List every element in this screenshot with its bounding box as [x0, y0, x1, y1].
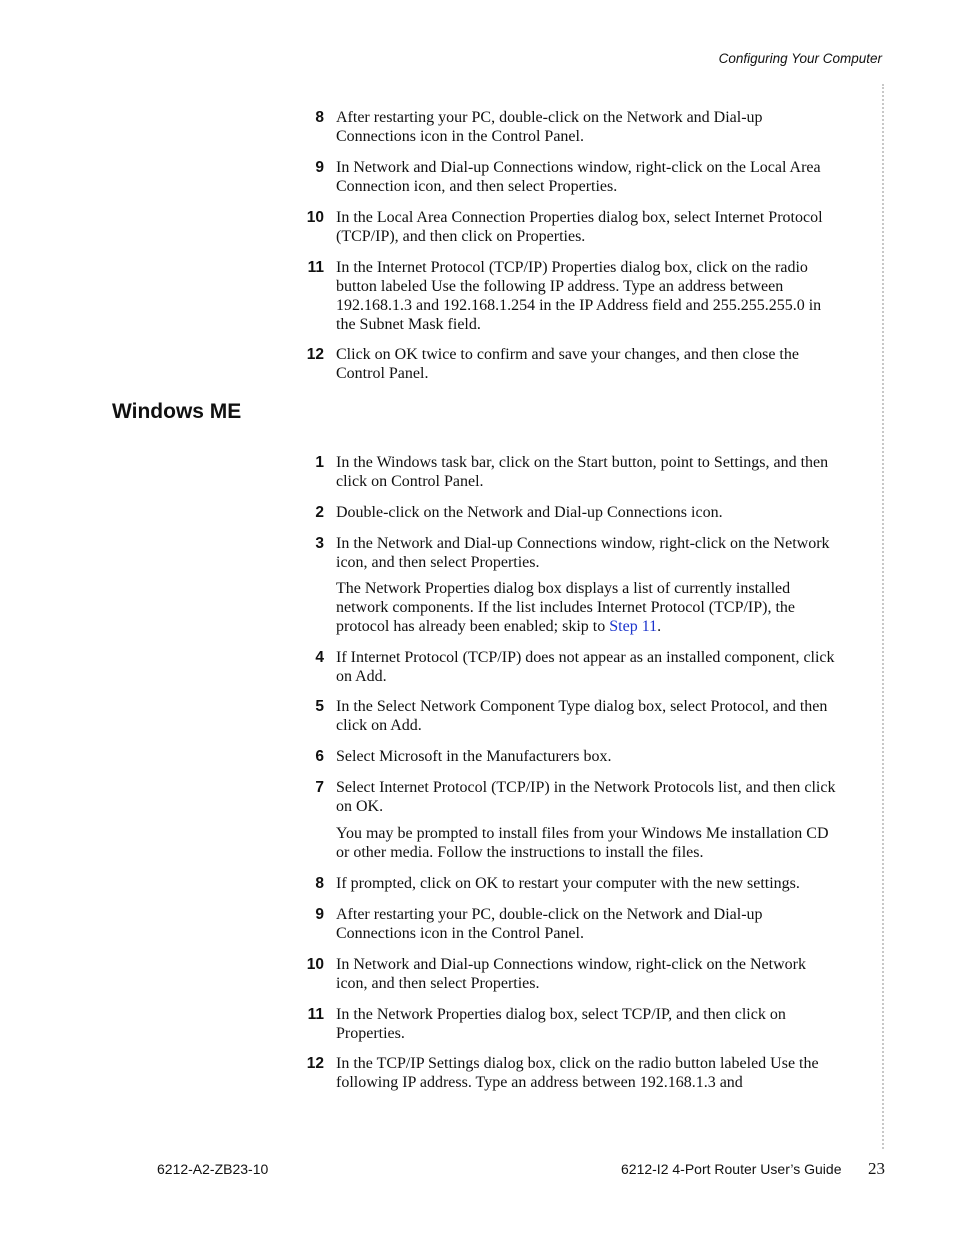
page-number: 23 — [868, 1159, 885, 1178]
running-header: Configuring Your Computer — [718, 51, 882, 66]
step-number: 12 — [306, 346, 324, 363]
step-number: 8 — [315, 109, 324, 126]
step-11-link[interactable]: Step 11 — [609, 618, 658, 635]
list-item — [300, 1054, 840, 1092]
step-number: 2 — [315, 504, 324, 521]
step-number: 12 — [306, 1055, 324, 1072]
list-item — [300, 905, 840, 943]
list-item — [300, 503, 840, 522]
step-number: 11 — [307, 1006, 324, 1023]
step-note: You may be prompted to install files from your Windows Me installation CD or other media. Follow the instructions to install the files. — [336, 825, 829, 861]
list-item — [300, 108, 840, 146]
step-text: In the Network and Dial-up Connections window, right-click on the Network icon, and then select Properties. — [336, 535, 830, 571]
step-number: 8 — [315, 875, 324, 892]
step-number: 6 — [315, 748, 324, 765]
step-text: In the Windows task bar, click on the Start button, point to Settings, and then click on Control Panel. — [336, 454, 829, 490]
step-number: 5 — [315, 698, 324, 715]
step-text: After restarting your PC, double-click on the Network and Dial-up Connections icon in the Control Panel. — [336, 109, 763, 145]
step-text: In the Internet Protocol (TCP/IP) Properties dialog box, click on the radio button labeled Use the following IP address. Type an address between 192.168.1.3 and 192.168.1.254 in the IP Address field and 255.255.255.0 in the Subnet Mask field. — [336, 259, 822, 333]
step-text: Click on OK twice to confirm and save your changes, and then close the Control Panel. — [336, 346, 799, 382]
step-note — [336, 579, 840, 636]
list-item — [300, 697, 840, 735]
section-heading: Windows ME — [112, 400, 242, 423]
note-text: The Network Properties dialog box displays a list of currently installed network components. If the list includes Internet Protocol (TCP/IP), the protocol has already been enabled; skip to — [336, 580, 796, 635]
step-number: 9 — [315, 906, 324, 923]
step-number: 11 — [307, 259, 324, 276]
step-text: Double-click on the Network and Dial-up Connections icon. — [336, 504, 723, 521]
step-number: 3 — [315, 535, 324, 552]
step-text: Select Internet Protocol (TCP/IP) in the Network Protocols list, and then click on OK. — [336, 779, 836, 815]
step-text: In the Select Network Component Type dialog box, select Protocol, and then click on Add. — [336, 698, 828, 734]
step-text: In Network and Dial-up Connections window, right-click on the Network icon, and then select Properties. — [336, 956, 806, 992]
list-item — [300, 534, 840, 572]
list-item — [300, 453, 840, 491]
list-item — [300, 955, 840, 993]
margin-rule — [882, 84, 884, 1149]
note-text-end: . — [657, 618, 662, 635]
step-number: 10 — [306, 209, 324, 226]
list-item — [300, 345, 840, 383]
step-text: Select Microsoft in the Manufacturers box. — [336, 748, 612, 765]
list-item — [300, 208, 840, 246]
step-text: If prompted, click on OK to restart your computer with the new settings. — [336, 875, 800, 892]
list-item — [300, 874, 840, 893]
list-item — [300, 158, 840, 196]
step-text: If Internet Protocol (TCP/IP) does not appear as an installed component, click on Add. — [336, 649, 835, 685]
step-number: 4 — [315, 649, 324, 666]
list-item — [300, 1005, 840, 1043]
list-item — [300, 747, 840, 766]
step-number: 7 — [315, 779, 324, 796]
step-text: After restarting your PC, double-click on the Network and Dial-up Connections icon in the Control Panel. — [336, 906, 763, 942]
step-text: In Network and Dial-up Connections window, right-click on the Local Area Connection icon, and then select Properties. — [336, 159, 821, 195]
footer-guide-title: 6212-I2 4-Port Router User’s Guide — [621, 1161, 842, 1177]
step-text: In the Local Area Connection Properties dialog box, select Internet Protocol (TCP/IP), and then click on Properties. — [336, 209, 823, 245]
list-item — [300, 648, 840, 686]
step-number: 1 — [315, 454, 324, 471]
step-text: In the TCP/IP Settings dialog box, click on the radio button labeled Use the following IP address. Type an address between 192.168.1.3 and — [336, 1055, 819, 1091]
list-item — [300, 778, 840, 816]
footer-doc-number: 6212-A2-ZB23-10 — [157, 1161, 269, 1177]
step-number: 10 — [306, 956, 324, 973]
step-text: In the Network Properties dialog box, select TCP/IP, and then click on Properties. — [336, 1006, 786, 1042]
step-number: 9 — [315, 159, 324, 176]
list-item — [300, 258, 840, 334]
